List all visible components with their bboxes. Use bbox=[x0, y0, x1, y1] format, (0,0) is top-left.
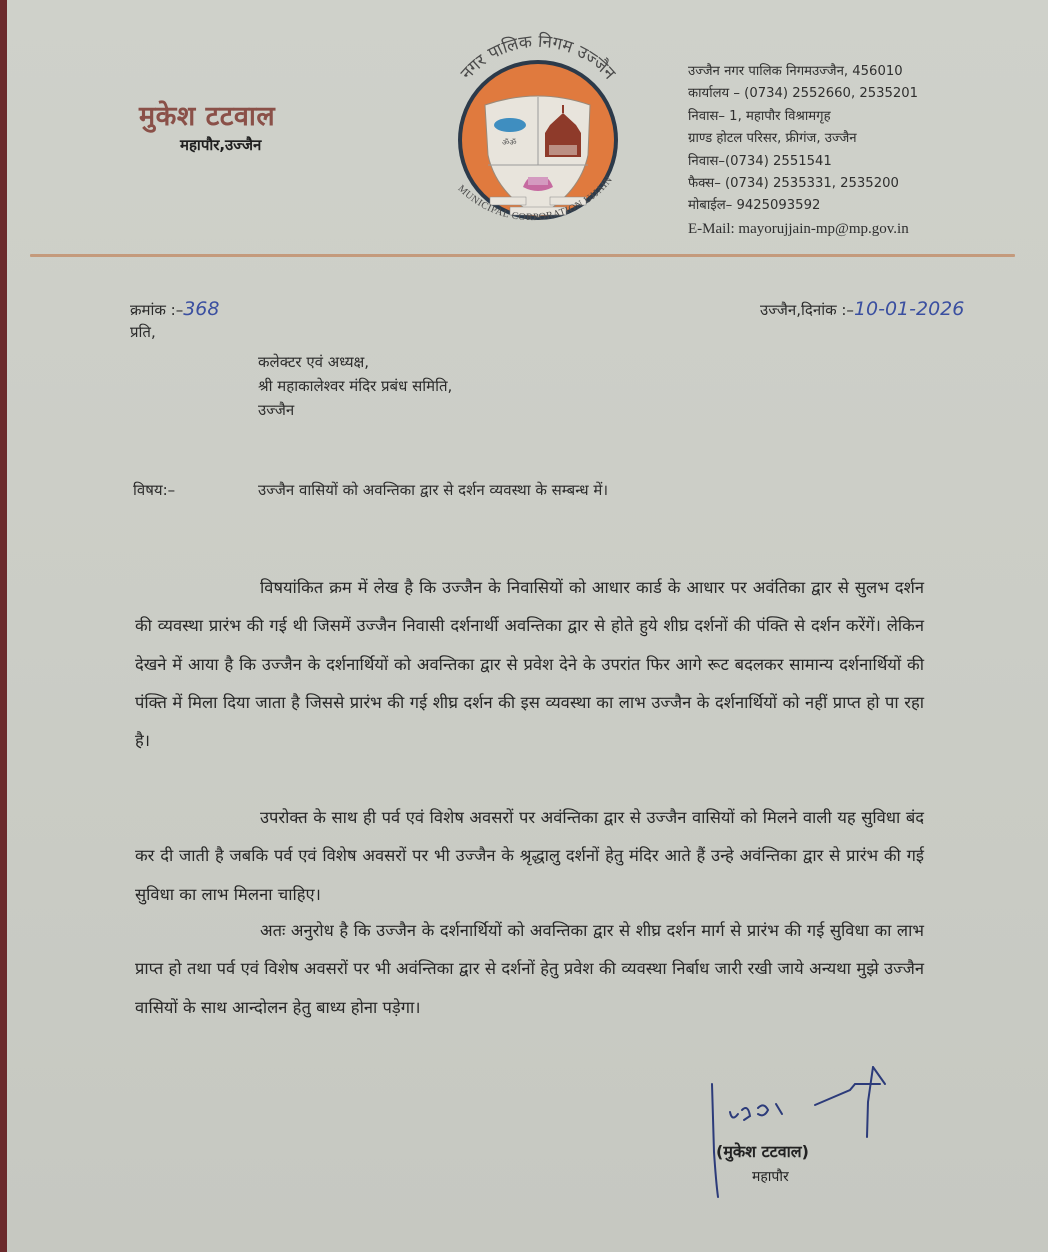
contact-residence-address: ग्राण्ड होटल परिसर, फ्रीगंज, उज्जैन bbox=[688, 131, 857, 147]
svg-text:नगर पालिक निगम उज्जैन: नगर पालिक निगम उज्जैन bbox=[456, 31, 620, 84]
municipal-corporation-emblem bbox=[430, 25, 645, 245]
contact-email bbox=[688, 218, 918, 240]
contact-fax: फैक्स– (0734) 2535331, 2535200 bbox=[688, 176, 899, 192]
svg-text:10-01: 10-01 bbox=[730, 1116, 733, 1117]
to-label: प्रति, bbox=[130, 323, 156, 341]
contact-mobile: मोबाईल– 9425093592 bbox=[688, 198, 821, 214]
subject-text: उज्जैन वासियों को अवन्तिका द्वार से दर्शन व्यवस्था के सम्बन्ध में। bbox=[258, 481, 609, 499]
email-address[interactable]: mayorujjain-mp@mp.gov.in bbox=[738, 220, 909, 237]
addressee-line: उज्जैन bbox=[258, 401, 295, 419]
handwritten-signature bbox=[680, 1062, 920, 1202]
date-label: उज्जैन,दिनांक :– bbox=[760, 301, 854, 319]
addressee-line: श्री महाकालेश्वर मंदिर प्रबंध समिति, bbox=[258, 377, 453, 395]
contact-residence: निवास– 1, महापौर विश्रामगृह bbox=[688, 108, 831, 124]
reference-label: क्रमांक :– bbox=[130, 301, 184, 319]
subject-label: विषय:– bbox=[133, 481, 176, 499]
svg-text:MUNICIPAL CORPORATION UJJAIN: MUNICIPAL CORPORATION UJJAIN bbox=[455, 174, 616, 224]
addressee-line: कलेक्टर एवं अध्यक्ष, bbox=[258, 353, 370, 371]
body-paragraph-2: उपरोक्त के साथ ही पर्व एवं विशेष अवसरों पर अवंन्तिका द्वार से उज्जैन वासियों को मिलने वाली यह सुविधा बंद कर दी जाती है जबकि पर्व एवं विशेष अवसरों पर भी उज्जैन के श्रृद्धालु दर्शनों हेतु मंदिर आते हैं उन्हे अवंन्तिका द्वार से प्रारंभ की गई सुविधा का लाभ मिलना चाहिए। bbox=[135, 808, 924, 904]
page-edge bbox=[0, 0, 7, 1252]
body-paragraph-1: विषयांकित क्रम में लेख है कि उज्जैन के निवासियों को आधार कार्ड के आधार पर अवंतिका द्वार से सुलभ दर्शन की व्यवस्था प्रारंभ की गई थी जिसमें उज्जैन निवासी दर्शनार्थी अवन्तिका द्वार से होते हुये शीघ्र दर्शनों की पंक्ति से दर्शन करेंगें। लेकिन देखने में आया है कि उज्जैन के दर्शनार्थियों को अवन्तिका द्वार से प्रवेश देने के उपरांत फिर आगे रूट बदलकर सामान्य दर्शनार्थियों की पंक्ति में मिला दिया जाता है जिससे प्रारंभ की गई शीघ्र दर्शन की इस व्यवस्था का लाभ उज्जैन के दर्शनार्थियों को नहीं प्राप्त हो पा रहा है। bbox=[135, 578, 924, 751]
contact-address: उज्जैन नगर पालिक निगमउज्जैन, 456010 bbox=[688, 64, 903, 79]
reference-value: 368 bbox=[183, 298, 220, 320]
body-paragraph-3: अतः अनुरोध है कि उज्जैन के दर्शनार्थियों को अवन्तिका द्वार से शीघ्र दर्शन मार्ग से प्रारंभ की गई सुविधा का लाभ प्राप्त हो तथा पर्व एवं विशेष अवसरों पर भी अवंन्तिका द्वार से दर्शनों हेतु प्रवेश की व्यवस्था निर्बाध जारी रखी जाये अन्यथा मुझे उज्जैन वासियों के साथ आन्दोलन हेतु बाध्य होना पड़ेगा। bbox=[135, 921, 924, 1017]
letter-date bbox=[760, 298, 964, 320]
addressee-block bbox=[258, 350, 452, 422]
email-label: E-Mail: bbox=[688, 220, 735, 237]
signatory-designation: महापौर bbox=[752, 1169, 789, 1185]
letterhead-contact bbox=[688, 61, 918, 240]
emblem-icon bbox=[430, 25, 645, 245]
signatory-name: (मुकेश टटवाल) bbox=[716, 1142, 809, 1161]
reference-number bbox=[130, 298, 219, 320]
contact-residence-phone: निवास–(0734) 2551541 bbox=[688, 153, 832, 169]
signature-icon bbox=[680, 1062, 920, 1202]
letterhead-name: मुकेश टटवाल bbox=[139, 101, 276, 132]
date-value: 10-01-2026 bbox=[853, 298, 965, 320]
letterhead-divider bbox=[30, 254, 1015, 257]
contact-office-phone: कार्यालय – (0734) 2552660, 2535201 bbox=[688, 86, 919, 102]
letterhead-title: महापौर,उज्जैन bbox=[180, 136, 262, 154]
svg-text:ॐॐ: ॐॐ bbox=[502, 138, 517, 147]
